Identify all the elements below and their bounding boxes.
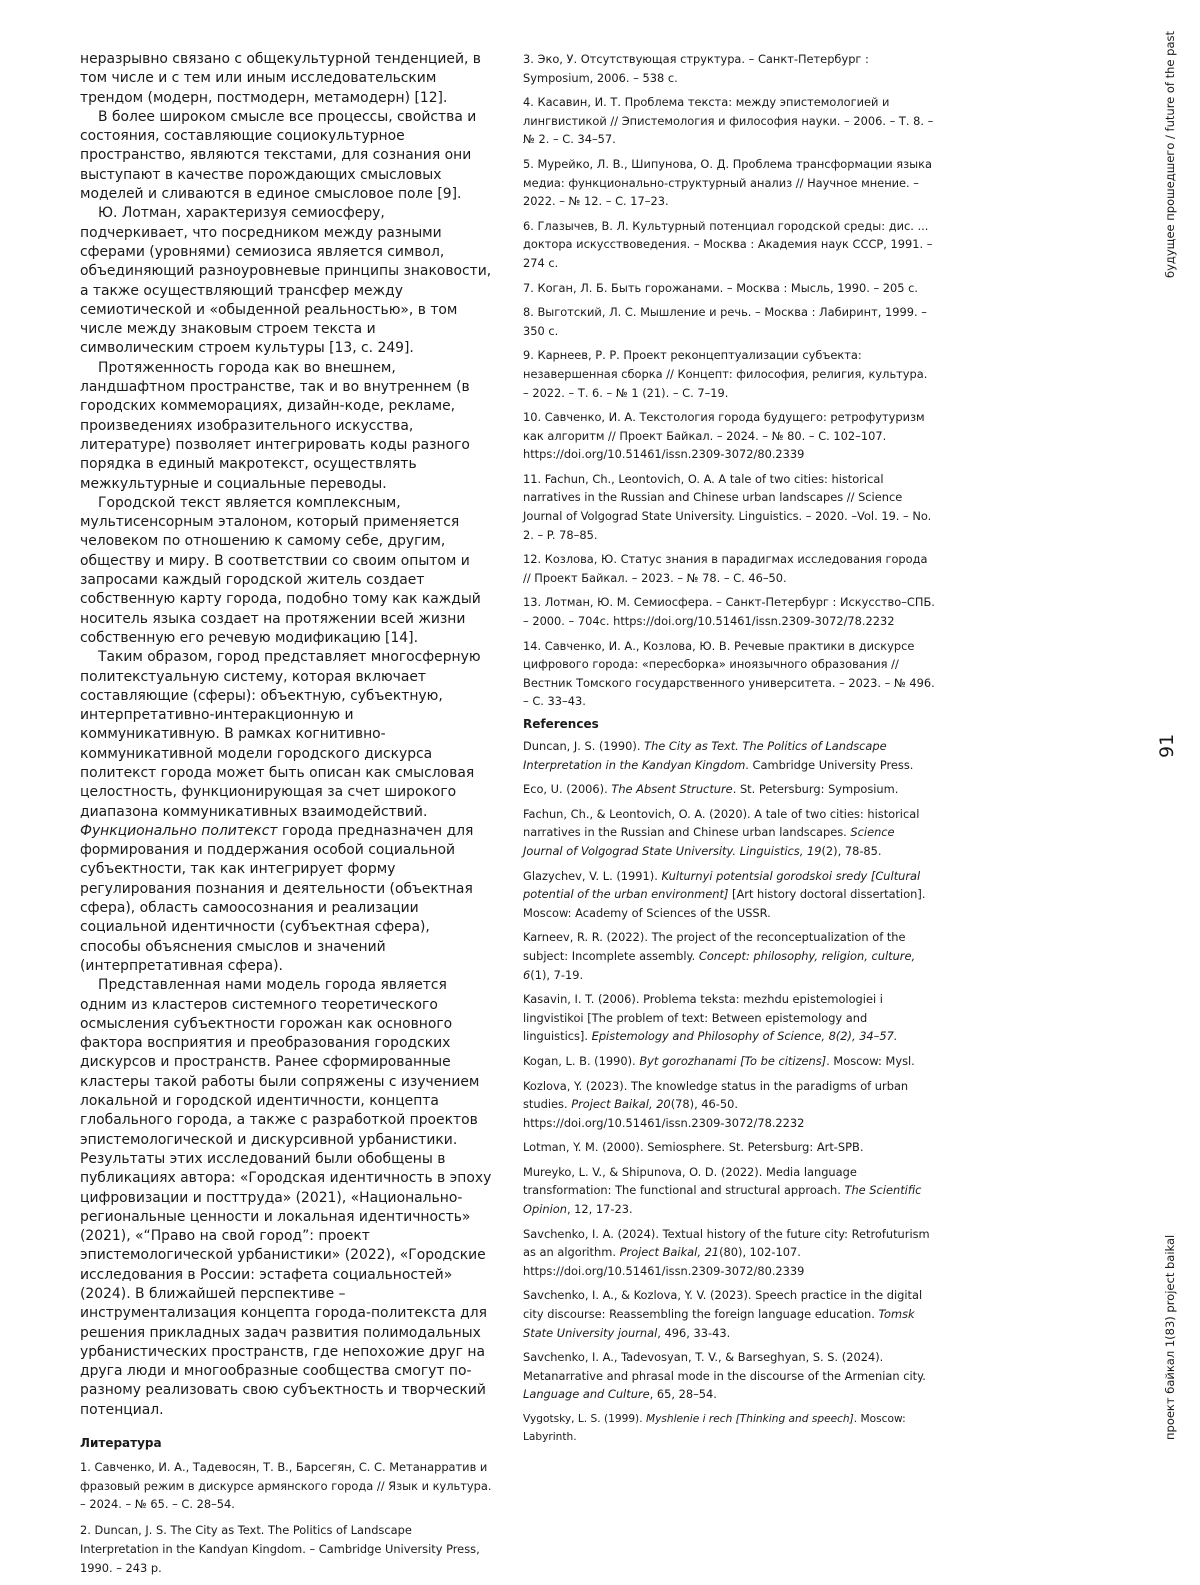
ref-text: . Cambridge University Press. [745, 757, 914, 772]
left-column [80, 50, 492, 1585]
reference-item [523, 990, 935, 1046]
reference-item [523, 867, 935, 923]
ref-italic: The City as Text. The Politics of Landscape Interpretation in the Kandyan Kingdom [523, 739, 887, 772]
page-number: 91 [1156, 733, 1178, 758]
running-head-top: будущее прошедшего / future of the past [1163, 30, 1177, 278]
reference-item [523, 1077, 935, 1133]
right-column [523, 50, 935, 1457]
ref-text: . St. Petersburg: Symposium. [732, 782, 899, 797]
ref-text: Karneev, R. R. (2022). The project of the reconceptualization of the subject: Incomplete assembly. [523, 930, 906, 963]
reference-item: 7. Коган, Л. Б. Быть горожанами. – Москва : Мысль, 1990. – 205 с. [523, 280, 919, 295]
reference-item [523, 1410, 935, 1446]
ref-text: Glazychev, V. L. (1991). [523, 868, 662, 883]
ref-text: Savchenko, I. A. (2024). Textual history of the future city: Retrofuturism as an algorithm. [523, 1226, 930, 1260]
reference-item: 4. Касавин, И. Т. Проблема текста: между эпистемологией и лингвистикой // Эпистемология и философия науки. – 2006. – Т. 8. – № 2. – С. 34–57. [523, 95, 934, 147]
paragraph: Представленная нами модель города является одним из кластеров системного теоретического осмысления субъектности горожан как основного фактора восприятия и преобразования городских дискурсов и пространств. Ранее сформированные кластеры такой работы были сопряжены с изучением локальной и городской идентичности, концепта глобального города, а также с разработкой проектов эпистемологической и дискурсивной урбанистики. Результаты этих исследований были обобщены в публикациях автора: «Городская идентичность в эпоху цифровизации и посттруда» (2021), «Национально-региональные ценности и локальная идентичность» (2021), «“Право на свой город”: проект эпистемологической урбанистики» (2022), «Городские исследования в России: эстафета социальностей» (2024). В ближайшей перспективе – инструментализация концепта города-политекста для решения прикладных задач развития полимодальных урбанистических пространств, где непохожие друг на друга люди и многообразные сообщества смогут по-разному реализовать свою субъектность и творческий потенциал. [80, 977, 492, 1418]
reference-item: 8. Выготский, Л. С. Мышление и речь. – Москва : Лабиринт, 1999. – 350 с. [523, 305, 927, 338]
reference-item [523, 1286, 935, 1342]
ref-text: (1), 7-19. [530, 967, 584, 982]
english-references [523, 737, 935, 1404]
ref-italic: The Absent Structure [611, 782, 733, 797]
ref-italic: Byt gorozhanami [To be citizens] [639, 1053, 827, 1068]
ref-text: Kogan, L. B. (1990). [523, 1053, 640, 1068]
ref-text: , 12, 17-23. [566, 1202, 633, 1217]
ref-italic: Concept: philosophy, religion, culture, 6 [523, 948, 916, 982]
reference-item: 13. Лотман, Ю. М. Семиосфера. – Санкт-Петербург : Искусство–СПБ. – 2000. – 704с. https://doi.org/10.51461/issn.2309-3072/78.2232 [523, 595, 935, 629]
ref-text: (2), 78-85. [821, 843, 882, 858]
reference-item [523, 1052, 935, 1071]
ref-text: [Art history doctoral dissertation]. Moscow: Academy of Sciences of the USSR. [523, 887, 926, 920]
paragraph: Протяженность города как во внешнем, ландшафтном пространстве, так и во внутреннем (в городских коммеморациях, дизайн-коде, рекламе, произведениях изобразительного искусства, литературе) позволяет интегрировать коды разного порядка в единый макротекст, осуществлять межкультурные и социальные переводы. [80, 359, 470, 492]
ref-italic: Kulturnyi potentsial gorodskoi sredy [Cultural potential of the urban environment] [523, 868, 921, 902]
ref-italic: Project Baikal, 21 [619, 1245, 720, 1260]
ref-text: , 496, 33-43. [657, 1325, 731, 1340]
reference-item: 9. Карнеев, Р. Р. Проект реконцептуализации субъекта: незавершенная сборка // Концепт: философия, религия, культура. – 2022. – Т. 6. – № 1 (21). – С. 7–19. [523, 348, 928, 400]
reference-item [523, 928, 935, 984]
paragraph-part: города предназначен для формирования и поддержания особой социальной субъектности, так как интегрирует форму регулирования познания и деятельности (объектная сфера), область самоосознания и реализации социальной идентичности (субъектная сфера), способы объяснения смыслов и значений (интерпретативная сфера). [80, 822, 474, 974]
paragraph-polytext [80, 648, 492, 976]
reference-item: 1. Савченко, И. А., Тадевосян, Т. В., Барсегян, С. С. Метанарратив и фразовый режим в дискурсе армянского города // Язык и культура. – 2024. – № 65. – С. 28–54. [80, 1460, 492, 1512]
reference-item: 6. Глазычев, В. Л. Культурный потенциал городской среды: дис. ... доктора искусствоведения. – Москва : Академия наук СССР, 1991. – 274 с. [523, 218, 933, 270]
ref-text: . Moscow: Mysl. [826, 1053, 915, 1068]
reference-item [523, 1138, 935, 1157]
ref-italic: Myshlenie i rech [Thinking and speech] [645, 1413, 854, 1425]
reference-item [523, 1225, 935, 1281]
ref-text: Duncan, J. S. (1990). [523, 739, 645, 753]
ref-text: Savchenko, I. A., & Kozlova, Y. V. (2023). Speech practice in the digital city discourse: Reassembling the foreign language education. [523, 1288, 923, 1322]
reference-item: 11. Fachun, Ch., Leontovich, O. A. A tale of two cities: historical narratives in the Russian and Chinese urban landscapes // Science Journal of Volgograd State University. Linguistics. – 2020. –Vol. 19. – No. 2. – P. 78–85. [523, 471, 932, 542]
reference-item: 14. Савченко, И. А., Козлова, Ю. В. Речевые практики в дискурсе цифрового города: «пересборка» иноязычного образования // Вестник Томского государственного университета. – 2023. – № 496. – С. 33–43. [523, 638, 935, 709]
ref-italic: Project Baikal, 20 [571, 1097, 671, 1112]
reference-item [523, 737, 935, 774]
paragraph-part: Таким образом, город представляет многосферную политекстуальную систему, которая включает составляющие (сферы): объектную, субъектную, интерпретативно-интеракционную и коммуникативную. В рамках когнитивно-коммуникативной модели городского дискурса политекст города может быть описан как смысловая целостность, функционирующая за счет широкого диапазона коммуникативных взаимодействий. [80, 649, 481, 820]
ref-text: Fachun, Ch., & Leontovich, O. A. (2020). A tale of two cities: historical narratives in the Russian and Chinese urban landscapes. [523, 806, 920, 840]
reference-item: 5. Мурейко, Л. В., Шипунова, О. Д. Проблема трансформации языка медиа: функционально-структурный анализ // Научное мнение. – 2022. – № 12. – С. 17–23. [523, 156, 933, 209]
reference-item: 12. Козлова, Ю. Статус знания в парадигмах исследования города // Проект Байкал. – 2023. – № 78. – С. 46–50. [523, 552, 928, 585]
ref-text: Kozlova, Y. (2023). The knowledge status in the paradigms of urban studies. [523, 1078, 909, 1112]
reference-item [523, 1163, 935, 1219]
reference-item: 3. Эко, У. Отсутствующая структура. – Санкт-Петербург : Symposium, 2006. – 538 с. [523, 52, 869, 85]
italic-term: Функционально политекст [80, 822, 278, 839]
ref-text: Kasavin, I. T. (2006). Problema teksta: mezhdu epistemologiei i lingvistikoi [The problem of text: Between epistemology and linguistics]. [523, 992, 883, 1044]
ref-text: . Moscow: Labyrinth. [523, 1413, 906, 1443]
ref-italic: Language and Culture [523, 1387, 650, 1402]
reference-item [523, 780, 935, 799]
reference-item: 10. Савченко, И. А. Текстология города будущего: ретрофутуризм как алгоритм // Проект Байкал. – 2024. – № 80. – С. 102–107. https://doi.org/10.51461/issn.2309-3072/80.2339 [523, 410, 925, 462]
references-heading: References [523, 717, 599, 731]
ref-text: (78), 46-50. https://doi.org/10.51461/issn.2309-3072/78.2232 [523, 1097, 805, 1130]
paragraph: В более широком смысле все процессы, свойства и состояния, составляющие социокультурное пространство, являются текстами, для сознания они выступают в качестве порождающих смысловых моделей и сливаются в единое смысловое поле [9]. [80, 108, 477, 203]
ref-text: Lotman, Y. M. (2000). Semiosphere. St. Petersburg: Art-SPB. [523, 1140, 864, 1155]
paragraph: неразрывно связано с общекультурной тенденцией, в том числе и с тем или иным исследовательским трендом (модерн, постмодерн, метамодерн) [12]. [80, 51, 481, 106]
literature-heading: Литература [80, 1436, 162, 1451]
running-head-bottom: проект байкал 1(83) project baikal [1163, 1234, 1177, 1440]
ref-italic: Science Journal of Volgograd State University. Linguistics, 19 [523, 825, 895, 858]
ref-text: Eco, U. (2006). [523, 782, 612, 797]
paragraph: Ю. Лотман, характеризуя семиосферу, подчеркивает, что посредником между разными сферами (уровнями) семиозиса является символ, объединяющий разноуровневые принципы знаковости, а также осуществляющий трансфер между семиотической и «обыденной реальностью», в том числе между знаковым строем текста и символическим строем культуры [13, с. 249]. [80, 205, 492, 357]
ref-text: Savchenko, I. A., Tadevosyan, T. V., & Barseghyan, S. S. (2024). Metanarrative and phrasal mode in the discourse of the Armenian city. [523, 1350, 926, 1383]
reference-item [523, 805, 935, 861]
paragraph: Городской текст является комплексным, мультисенсорным эталоном, который применяется человеком по отношению к самому себе, другим, обществу и миру. В соответствии со своим опытом и запросами каждый городской житель создает собственную карту города, подобно тому как каждый носитель языка создает на протяжении всей жизни собственную его речевую модификацию [14]. [80, 494, 481, 646]
ref-text: Vygotsky, L. S. (1999). [523, 1413, 646, 1425]
ref-text: , 65, 28–54. [649, 1387, 717, 1402]
ref-text: (80), 102-107. https://doi.org/10.51461/issn.2309-3072/80.2339 [523, 1245, 805, 1278]
reference-item [523, 1348, 935, 1404]
reference-item: 2. Duncan, J. S. The City as Text. The Politics of Landscape Interpretation in the Kandyan Kingdom. – Cambridge University Press, 1990. – 243 p. [80, 1523, 480, 1575]
ref-italic: Epistemology and Philosophy of Science, 8(2), 34–57. [591, 1029, 898, 1044]
ref-italic: The Scientific Opinion [523, 1183, 922, 1217]
ref-italic: Tomsk State University journal [523, 1307, 915, 1340]
ref-text: Mureyko, L. V., & Shipunova, O. D. (2022). Media language transformation: The functional and structural approach. [523, 1164, 857, 1198]
